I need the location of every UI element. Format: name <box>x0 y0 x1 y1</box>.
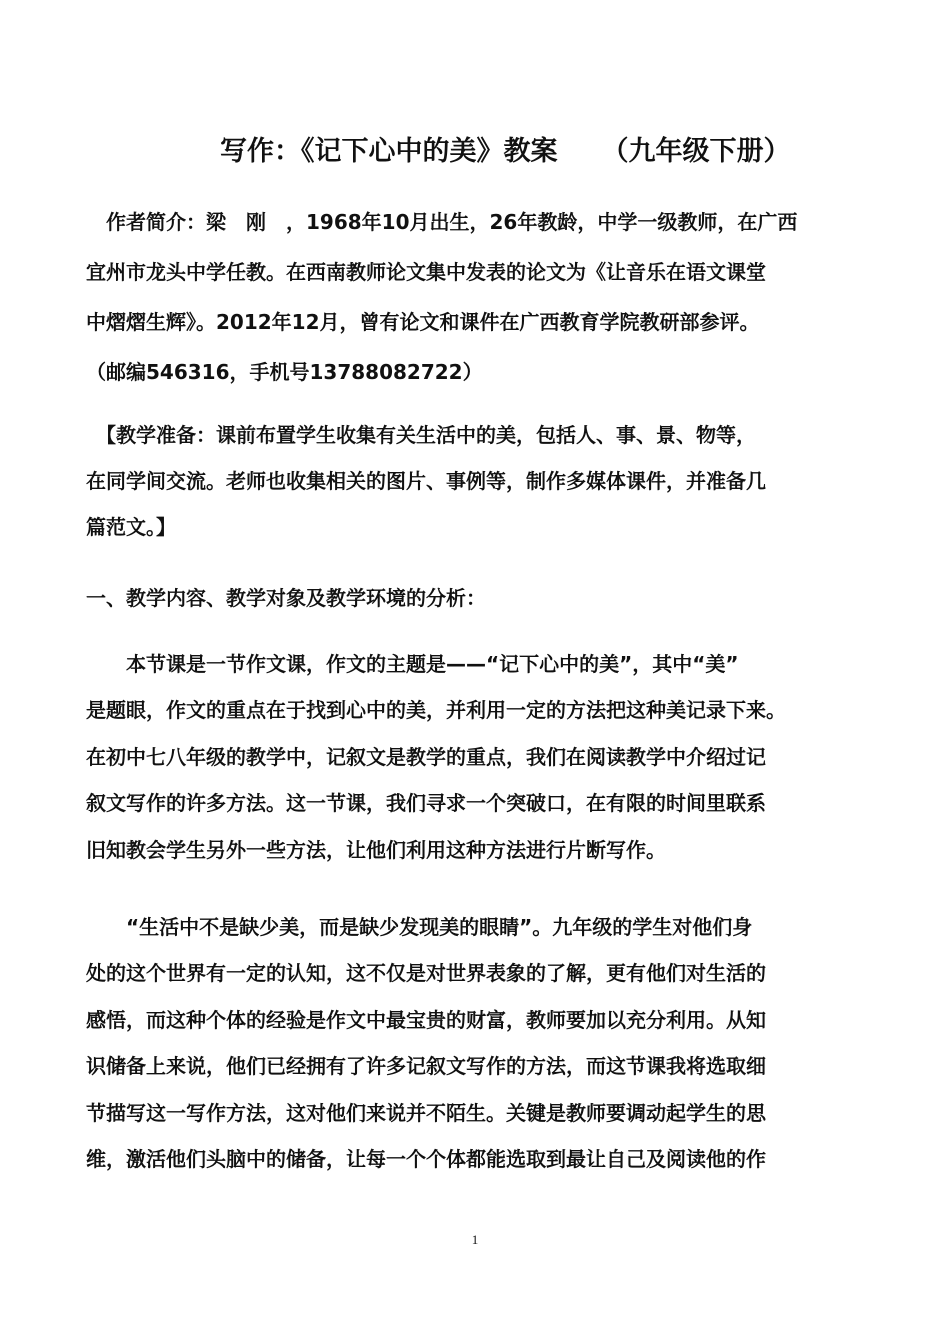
text-line: 作者简介：梁 刚 ，1968年10月出生，26年教龄，中学一级教师，在广西 <box>86 210 798 234</box>
grade-label: （九年级下册） <box>601 136 791 167</box>
preparation-paragraph <box>86 412 866 550</box>
section-heading: 一、教学内容、教学对象及教学环境的分析： <box>86 586 486 610</box>
body-paragraph-1 <box>86 641 866 873</box>
text-line: 是题眼，作文的重点在于找到心中的美，并利用一定的方法把这种美记录下来。 <box>86 698 786 723</box>
text-line: 叙文写作的许多方法。这一节课，我们寻求一个突破口，在有限的时间里联系 <box>86 791 766 816</box>
text-line: 识储备上来说，他们已经拥有了许多记叙文写作的方法，而这节课我将选取细 <box>86 1054 766 1079</box>
text-line: 处的这个世界有一定的认知，这不仅是对世界表象的了解，更有他们对生活的 <box>86 961 766 986</box>
text-line: 旧知教会学生另外一些方法，让他们利用这种方法进行片断写作。 <box>86 837 666 862</box>
text-line: 本节课是一节作文课，作文的主题是——“记下心中的美”，其中“美” <box>86 652 739 676</box>
title-text: 写作：《记下心中的美》教案 <box>220 136 558 167</box>
text-line: 在初中七八年级的教学中，记叙文是教学的重点，我们在阅读教学中介绍过记 <box>86 744 766 769</box>
body-paragraph-2 <box>86 904 866 1182</box>
text-line: 【教学准备：课前布置学生收集有关生活中的美，包括人、事、景、物等， <box>86 423 756 447</box>
page-number: 1 <box>471 1232 479 1247</box>
text-line: 维，激活他们头脑中的储备，让每一个个体都能选取到最让自己及阅读他的作 <box>86 1146 766 1171</box>
text-line: （邮编546316，手机号13788082722） <box>86 360 483 384</box>
text-line: “生活中不是缺少美，而是缺少发现美的眼睛”。九年级的学生对他们身 <box>86 915 753 939</box>
text-line: 在同学间交流。老师也收集相关的图片、事例等，制作多媒体课件，并准备几 <box>86 469 766 493</box>
text-line: 篇范文。】 <box>86 515 176 539</box>
document-title <box>220 132 860 172</box>
text-line: 感悟，而这种个体的经验是作文中最宝贵的财富，教师要加以充分利用。从知 <box>86 1007 766 1032</box>
author-intro-paragraph <box>86 197 866 397</box>
text-line: 宜州市龙头中学任教。在西南教师论文集中发表的论文为《让音乐在语文课堂 <box>86 260 766 284</box>
text-line: 节描写这一写作方法，这对他们来说并不陌生。关键是教师要调动起学生的思 <box>86 1100 766 1125</box>
text-line: 中熠熠生辉》。2012年12月，曾有论文和课件在广西教育学院教研部参评。 <box>86 310 760 334</box>
